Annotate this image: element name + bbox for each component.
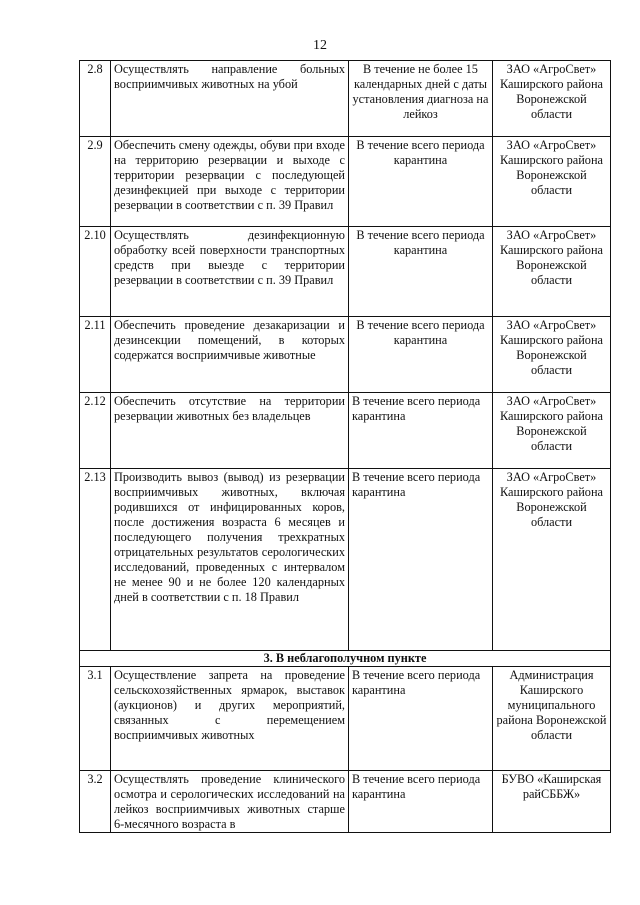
term-text: В течение всего периода карантина xyxy=(349,667,493,771)
table-row xyxy=(80,771,611,833)
term-text: В течение не более 15 календарных дней с даты установления диагноза на лейкоз xyxy=(349,61,493,137)
row-number: 2.12 xyxy=(80,393,111,469)
measure-text: Осуществлять дезинфекционную обработку всей поверхности транспортных средств при выезде с территории резервации в соответствии с п. 39 Правил xyxy=(111,227,349,317)
measure-text: Осуществлять направление больных восприимчивых животных на убой xyxy=(111,61,349,137)
responsible-text: ЗАО «АгроСвет» Каширского района Воронежской области xyxy=(493,61,611,137)
term-text: В течение всего периода карантина xyxy=(349,227,493,317)
row-number: 2.10 xyxy=(80,227,111,317)
row-number: 2.8 xyxy=(80,61,111,137)
table-row xyxy=(80,667,611,771)
term-text: В течение всего периода карантина xyxy=(349,393,493,469)
term-text: В течение всего периода карантина xyxy=(349,137,493,227)
page-number: 12 xyxy=(313,38,327,53)
table-row xyxy=(80,317,611,393)
row-number: 3.1 xyxy=(80,667,111,771)
row-number: 2.13 xyxy=(80,469,111,651)
quarantine-measures-table xyxy=(79,60,611,833)
table-row xyxy=(80,227,611,317)
measure-text: Обеспечить отсутствие на территории резервации животных без владельцев xyxy=(111,393,349,469)
responsible-text: ЗАО «АгроСвет» Каширского района Воронежской области xyxy=(493,393,611,469)
responsible-text: ЗАО «АгроСвет» Каширского района Воронежской области xyxy=(493,317,611,393)
responsible-text: Администрация Каширского муниципального района Воронежской области xyxy=(493,667,611,771)
responsible-text: ЗАО «АгроСвет» Каширского района Воронежской области xyxy=(493,469,611,651)
row-number: 2.11 xyxy=(80,317,111,393)
table-row xyxy=(80,393,611,469)
section-header-row xyxy=(80,651,611,667)
table-row xyxy=(80,61,611,137)
responsible-text: ЗАО «АгроСвет» Каширского района Воронежской области xyxy=(493,137,611,227)
table-row xyxy=(80,137,611,227)
measure-text: Производить вывоз (вывод) из резервации восприимчивых животных, включая родившихся от инфицированных коров, после достижения возраста 6 месяцев и последующего получения трехкратных отрицательных результатов серологических исследований, проведенных с интервалом не менее 90 и не более 120 календарных дней в соответствии с п. 18 Правил xyxy=(111,469,349,651)
table-row xyxy=(80,469,611,651)
measure-text: Осуществление запрета на проведение сельскохозяйственных ярмарок, выставок (аукционов) и других мероприятий, связанных с перемещением восприимчивых животных xyxy=(111,667,349,771)
section-title: 3. В неблагополучном пункте xyxy=(80,651,611,667)
term-text: В течение всего периода карантина xyxy=(349,317,493,393)
measure-text: Обеспечить смену одежды, обуви при входе на территорию резервации и выходе с территории резервации с последующей дезинфекцией при выходе с территории резервации в соответствии с п. 39 Правил xyxy=(111,137,349,227)
row-number: 3.2 xyxy=(80,771,111,833)
measure-text: Обеспечить проведение дезакаризации и дезинсекции помещений, в которых содержатся восприимчивые животные xyxy=(111,317,349,393)
row-number: 2.9 xyxy=(80,137,111,227)
responsible-text: БУВО «Каширская райСББЖ» xyxy=(493,771,611,833)
term-text: В течение всего периода карантина xyxy=(349,469,493,651)
responsible-text: ЗАО «АгроСвет» Каширского района Воронежской области xyxy=(493,227,611,317)
term-text: В течение всего периода карантина xyxy=(349,771,493,833)
measure-text: Осуществлять проведение клинического осмотра и серологических исследований на лейкоз восприимчивых животных старше 6-месячного возраста в xyxy=(111,771,349,833)
